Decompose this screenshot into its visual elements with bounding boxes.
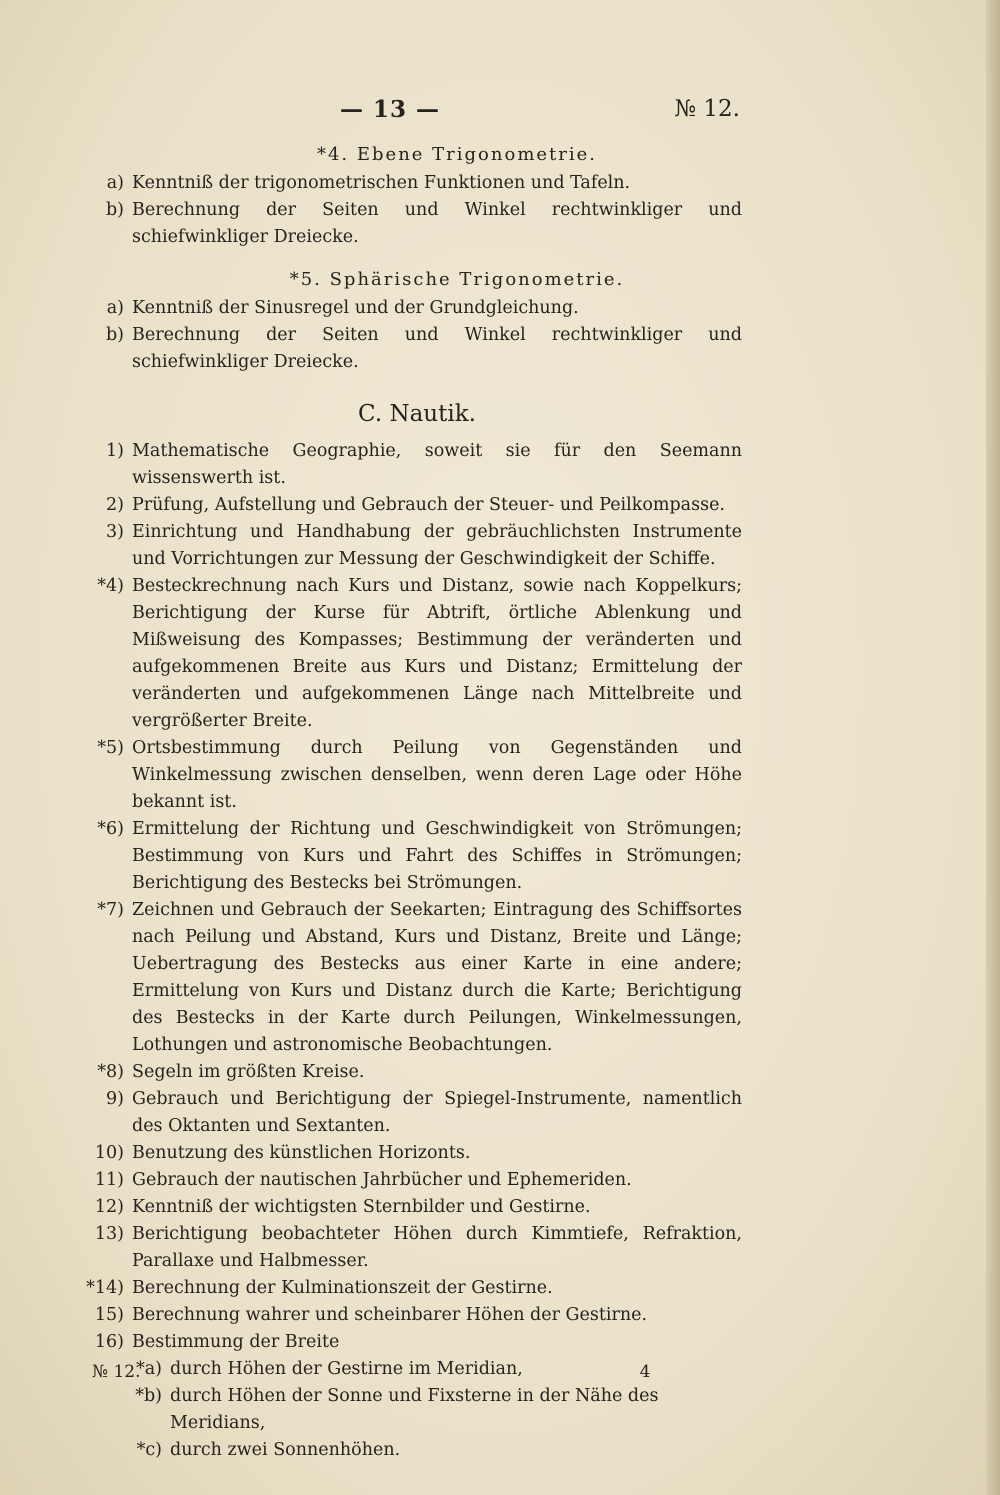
list-item: [82, 1329, 742, 1356]
item-text: Berechnung der Seiten und Winkel rechtwinkliger und schiefwinkliger Dreiecke.: [132, 325, 742, 372]
item-text: Ermittelung der Richtung und Geschwindigkeit von Strömungen; Bestimmung von Kurs und Fahrt des Schiffes in Strömungen; Berichtigung des Bestecks bei Strömungen.: [132, 819, 742, 893]
item-text: Prüfung, Aufstellung und Gebrauch der Steuer- und Peilkompasse.: [132, 495, 725, 515]
item-text: Zeichnen und Gebrauch der Seekarten; Eintragung des Schiffsortes nach Peilung und Abstand, Kurs und Distanz, Breite und Länge; Uebertragung des Bestecks aus einer Karte in eine andere; Ermittelung von Kurs und Distanz durch die Karte; Berichtigung des Bestecks in der Karte durch Peilungen, Winkelmessungen, Lothungen und astronomische Beobachtungen.: [132, 900, 742, 1055]
item-text: Bestimmung der Breite: [132, 1332, 340, 1352]
page-number: — 13 —: [339, 96, 441, 123]
sub-list-item: [82, 1437, 742, 1464]
sub-item-label: *a): [135, 1359, 162, 1379]
list-item: [82, 735, 742, 816]
item-label: *7): [97, 900, 124, 920]
item-text: Einrichtung und Handhabung der gebräuchlichsten Instrumente und Vorrichtungen zur Messung der Geschwindigkeit der Schiffe.: [132, 522, 742, 569]
list-item: [82, 1194, 742, 1221]
item-label: 2): [106, 495, 124, 515]
item-text: Gebrauch der nautischen Jahrbücher und Ephemeriden.: [132, 1170, 632, 1190]
signature-mark: 4: [639, 1362, 651, 1382]
item-label: 3): [106, 522, 124, 542]
list-item: [82, 1275, 742, 1302]
section-title-plane-trigonometry: *4. Ebene Trigonometrie.: [316, 144, 598, 165]
item-label: 13): [94, 1224, 124, 1244]
item-label: *14): [86, 1278, 124, 1298]
page-edge-shadow: [986, 0, 1000, 1495]
sub-item-text: durch zwei Sonnenhöhen.: [170, 1440, 401, 1460]
item-label: 10): [94, 1143, 124, 1163]
list-item: [82, 438, 742, 492]
item-label: b): [105, 325, 124, 345]
footer-serial-number: № 12.: [92, 1362, 141, 1382]
item-label: 15): [94, 1305, 124, 1325]
item-label: 11): [94, 1170, 124, 1190]
list-item: [82, 1059, 742, 1086]
item-text: Berechnung der Seiten und Winkel rechtwinkliger und schiefwinkliger Dreiecke.: [132, 200, 742, 247]
item-text: Gebrauch und Berichtigung der Spiegel-Instrumente, namentlich des Oktanten und Sextanten.: [132, 1089, 742, 1136]
list-item: [82, 197, 742, 251]
item-label: *6): [97, 819, 124, 839]
item-text: Berechnung wahrer und scheinbarer Höhen der Gestirne.: [132, 1305, 648, 1325]
item-text: Segeln im größten Kreise.: [132, 1062, 365, 1082]
list-item: [82, 322, 742, 376]
item-label: *4): [97, 576, 124, 596]
item-label: 1): [106, 441, 124, 461]
item-text: Kenntniß der Sinusregel und der Grundgleichung.: [132, 298, 579, 318]
item-text: Berichtigung beobachteter Höhen durch Kimmtiefe, Refraktion, Parallaxe und Halbmesser.: [132, 1224, 742, 1271]
item-label: *8): [97, 1062, 124, 1082]
list-item: [82, 573, 742, 735]
serial-number: № 12.: [674, 96, 740, 122]
list-item: [82, 519, 742, 573]
item-label: a): [106, 173, 124, 193]
item-text: Kenntniß der wichtigsten Sternbilder und Gestirne.: [132, 1197, 591, 1217]
section-title-spherical-trigonometry: *5. Sphärische Trigonometrie.: [289, 269, 625, 290]
item-text: Besteckrechnung nach Kurs und Distanz, sowie nach Koppelkurs; Berichtigung der Kurse für Abtrift, örtliche Ablenkung und Mißweisung des Kompasses; Bestimmung der veränderten und aufgekommenen Breite aus Kurs und Distanz; Ermittelung der veränderten und aufgekommenen Länge nach Mittelbreite und vergrößerter Breite.: [132, 576, 742, 731]
item-label: a): [106, 298, 124, 318]
item-label: 16): [94, 1332, 124, 1352]
list-item: [82, 492, 742, 519]
item-text: Ortsbestimmung durch Peilung von Gegenständen und Winkelmessung zwischen denselben, wenn deren Lage oder Höhe bekannt ist.: [132, 738, 742, 812]
sub-item-label: *b): [135, 1386, 162, 1406]
list-item: [82, 1221, 742, 1275]
item-label: 9): [106, 1089, 124, 1109]
list-item: [82, 1302, 742, 1329]
item-text: Mathematische Geographie, soweit sie für den Seemann wissenswerth ist.: [132, 441, 742, 488]
page-footer: [0, 1362, 1000, 1392]
section-title-nautik: C. Nautik.: [358, 401, 476, 427]
item-text: Benutzung des künstlichen Horizonts.: [132, 1143, 471, 1163]
list-item: [82, 295, 742, 322]
list-item: [82, 1167, 742, 1194]
item-label: b): [105, 200, 124, 220]
item-text: Berechnung der Kulminationszeit der Gestirne.: [132, 1278, 553, 1298]
list-item: [82, 897, 742, 1059]
list-item: [82, 170, 742, 197]
list-item: [82, 816, 742, 897]
page-header: [0, 96, 1000, 132]
list-item: [82, 1086, 742, 1140]
item-text: Kenntniß der trigonometrischen Funktionen und Tafeln.: [132, 173, 631, 193]
sub-item-text: durch Höhen der Sonne und Fixsterne in der Nähe des Meridians,: [170, 1386, 659, 1433]
page-body: [82, 140, 742, 1464]
item-label: *5): [97, 738, 124, 758]
item-label: 12): [94, 1197, 124, 1217]
list-item: [82, 1140, 742, 1167]
sub-item-text: durch Höhen der Gestirne im Meridian,: [170, 1359, 523, 1379]
sub-item-label: *c): [136, 1440, 162, 1460]
